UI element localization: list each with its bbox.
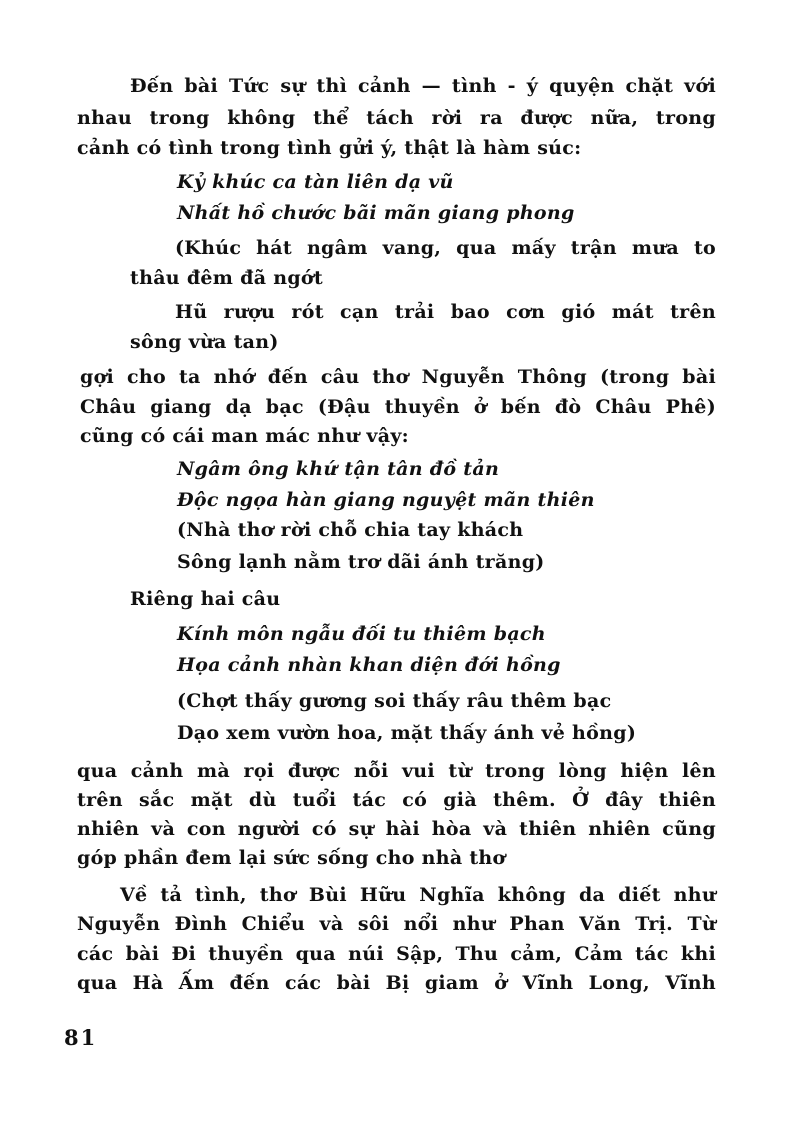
translation-line: Sông lạnh nằm trơ dãi ánh trăng) <box>177 551 545 573</box>
text-line: trên sắc mặt dù tuổi tác có già thêm. Ở đây thiên <box>77 789 716 811</box>
text-line: cũng có cái man mác như vậy: <box>80 425 409 447</box>
verse-line: Kính môn ngẫu đối tu thiêm bạch <box>177 623 546 645</box>
text-line: Đến bài Tức sự thì cảnh — tình - ý quyện chặt với <box>130 75 716 97</box>
verse-line: Họa cảnh nhàn khan diện đới hồng <box>177 654 561 676</box>
text-line: qua Hà Ấm đến các bài Bị giam ở Vĩnh Long, Vĩnh <box>77 972 716 994</box>
text-line: nhiên và con người có sự hài hòa và thiên nhiên cũng <box>77 818 716 840</box>
translation-line: thâu đêm đã ngớt <box>130 267 323 289</box>
page-number: 81 <box>64 1025 98 1050</box>
text-line: Châu giang dạ bạc (Đậu thuyền ở bến đò Châu Phê) <box>80 396 716 418</box>
translation-line: (Nhà thơ rời chỗ chia tay khách <box>177 519 524 541</box>
text-line: Riêng hai câu <box>130 588 281 610</box>
verse-line: Độc ngọa hàn giang nguyệt mãn thiên <box>177 489 595 511</box>
translation-line: sông vừa tan) <box>130 331 279 353</box>
verse-line: Ngâm ông khứ tận tân đồ tản <box>177 458 500 480</box>
translation-line: (Chợt thấy gương soi thấy râu thêm bạc <box>177 690 612 712</box>
translation-line: Hũ rượu rót cạn trải bao cơn gió mát trên <box>175 301 716 323</box>
verse-line: Nhất hồ chước bãi mãn giang phong <box>177 202 575 224</box>
text-line: góp phần đem lại sức sống cho nhà thơ <box>77 847 506 869</box>
verse-line: Kỷ khúc ca tàn liên dạ vũ <box>177 171 454 193</box>
text-line: cảnh có tình trong tình gửi ý, thật là hàm súc: <box>77 137 582 159</box>
translation-line: Dạo xem vườn hoa, mặt thấy ánh vẻ hồng) <box>177 722 637 744</box>
text-line: qua cảnh mà rọi được nỗi vui từ trong lòng hiện lên <box>77 760 716 782</box>
text-line: Về tả tình, thơ Bùi Hữu Nghĩa không da diết như <box>120 884 716 906</box>
text-line: Nguyễn Đình Chiểu và sôi nổi như Phan Văn Trị. Từ <box>77 913 716 935</box>
text-line: gợi cho ta nhớ đến câu thơ Nguyễn Thông (trong bài <box>80 366 716 388</box>
text-line: các bài Đi thuyền qua núi Sập, Thu cảm, Cảm tác khi <box>77 943 716 965</box>
text-line: nhau trong không thể tách rời ra được nữa, trong <box>77 107 716 129</box>
translation-line: (Khúc hát ngâm vang, qua mấy trận mưa to <box>175 237 716 259</box>
